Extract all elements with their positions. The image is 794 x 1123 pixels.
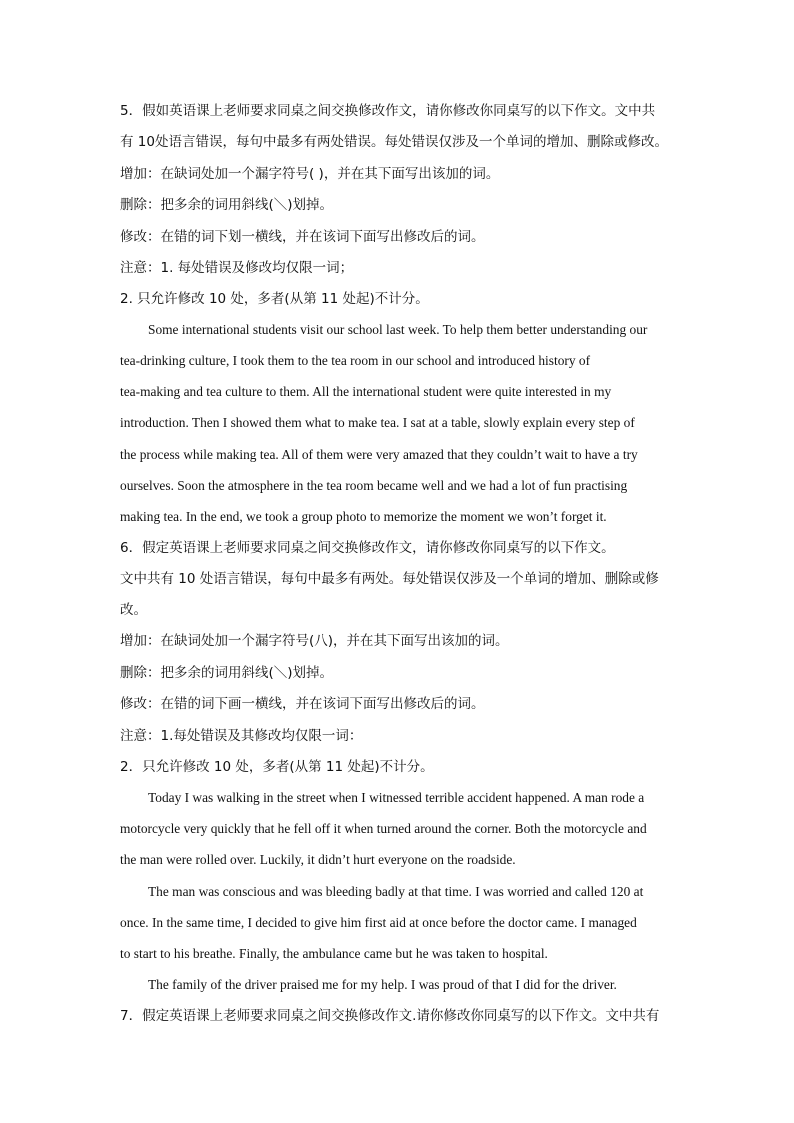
q6-note-1: 注意：1.每处错误及其修改均仅限一词： <box>120 728 363 744</box>
q5-passage-line: Some international students visit our school last week. To help them better understanding our <box>148 322 648 337</box>
q6-paragraph-1-line: the man were rolled over. Luckily, it didn’t hurt everyone on the roadside. <box>120 852 516 867</box>
q5-add-rule: 增加：在缺词处加一个漏字符号( )，并在其下面写出该加的词。 <box>120 166 500 182</box>
q6-paragraph-3-line: The family of the driver praised me for my help. I was proud of that I did for the driver. <box>148 977 617 992</box>
q6-instruction-line-1: 6．假定英语课上老师要求同桌之间交换修改作文，请你修改你同桌写的以下作文。 <box>120 540 615 556</box>
q6-instruction-line-2: 文中共有 10 处语言错误，每句中最多有两处。每处错误仅涉及一个单词的增加、删除或修 <box>120 571 659 587</box>
q5-modify-rule: 修改：在错的词下划一横线，并在该词下面写出修改后的词。 <box>120 229 485 245</box>
q6-paragraph-2-line: The man was conscious and was bleeding badly at that time. I was worried and called 120 at <box>148 884 644 899</box>
q6-add-rule: 增加：在缺词处加一个漏字符号(八)，并在其下面写出该加的词。 <box>120 633 509 649</box>
q5-passage-line: making tea. In the end, we took a group photo to memorize the moment we won’t forget it. <box>120 509 607 524</box>
q5-instruction-line-2: 有 10处语言错误，每句中最多有两处错误。每处错误仅涉及一个单词的增加、删除或修改。 <box>120 134 668 150</box>
q5-passage-line: ourselves. Soon the atmosphere in the tea room became well and we had a lot of fun practising <box>120 478 628 493</box>
q6-paragraph-1-line: Today I was walking in the street when I witnessed terrible accident happened. A man rode a <box>148 790 645 805</box>
q6-paragraph-2-line: once. In the same time, I decided to give him first aid at once before the doctor came. I managed <box>120 915 637 930</box>
q6-note-2: 2．只允许修改 10 处，多者(从第 11 处起)不计分。 <box>120 759 434 775</box>
q6-delete-rule: 删除：把多余的词用斜线(＼)划掉。 <box>120 665 334 681</box>
q6-paragraph-1-line: motorcycle very quickly that he fell off it when turned around the corner. Both the motorcycle and <box>120 821 647 836</box>
q5-passage-line: tea-making and tea culture to them. All the international student were quite interested in my <box>120 384 612 399</box>
q6-instruction-line-3: 改。 <box>120 602 147 618</box>
q5-note-1: 注意：1. 每处错误及修改均仅限一词； <box>120 260 354 276</box>
q7-instruction-line-1: 7．假定英语课上老师要求同桌之间交换修改作文.请你修改你同桌写的以下作文。文中共有 <box>120 1008 660 1024</box>
q5-passage-line: tea-drinking culture, I took them to the tea room in our school and introduced history of <box>120 353 591 368</box>
q5-passage-line: introduction. Then I showed them what to make tea. I sat at a table, slowly explain every step of <box>120 415 635 430</box>
q6-modify-rule: 修改：在错的词下画一横线，并在该词下面写出修改后的词。 <box>120 696 485 712</box>
q5-instruction-line-1: 5．假如英语课上老师要求同桌之间交换修改作文，请你修改你同桌写的以下作文。文中共 <box>120 103 656 119</box>
q5-passage-line: the process while making tea. All of them were very amazed that they couldn’t wait to have a try <box>120 447 638 462</box>
q5-delete-rule: 删除：把多余的词用斜线(＼)划掉。 <box>120 197 334 213</box>
q5-note-2: 2. 只允许修改 10 处，多者(从第 11 处起)不计分。 <box>120 291 429 307</box>
q6-paragraph-2-line: to start to his breathe. Finally, the ambulance came but he was taken to hospital. <box>120 946 548 961</box>
